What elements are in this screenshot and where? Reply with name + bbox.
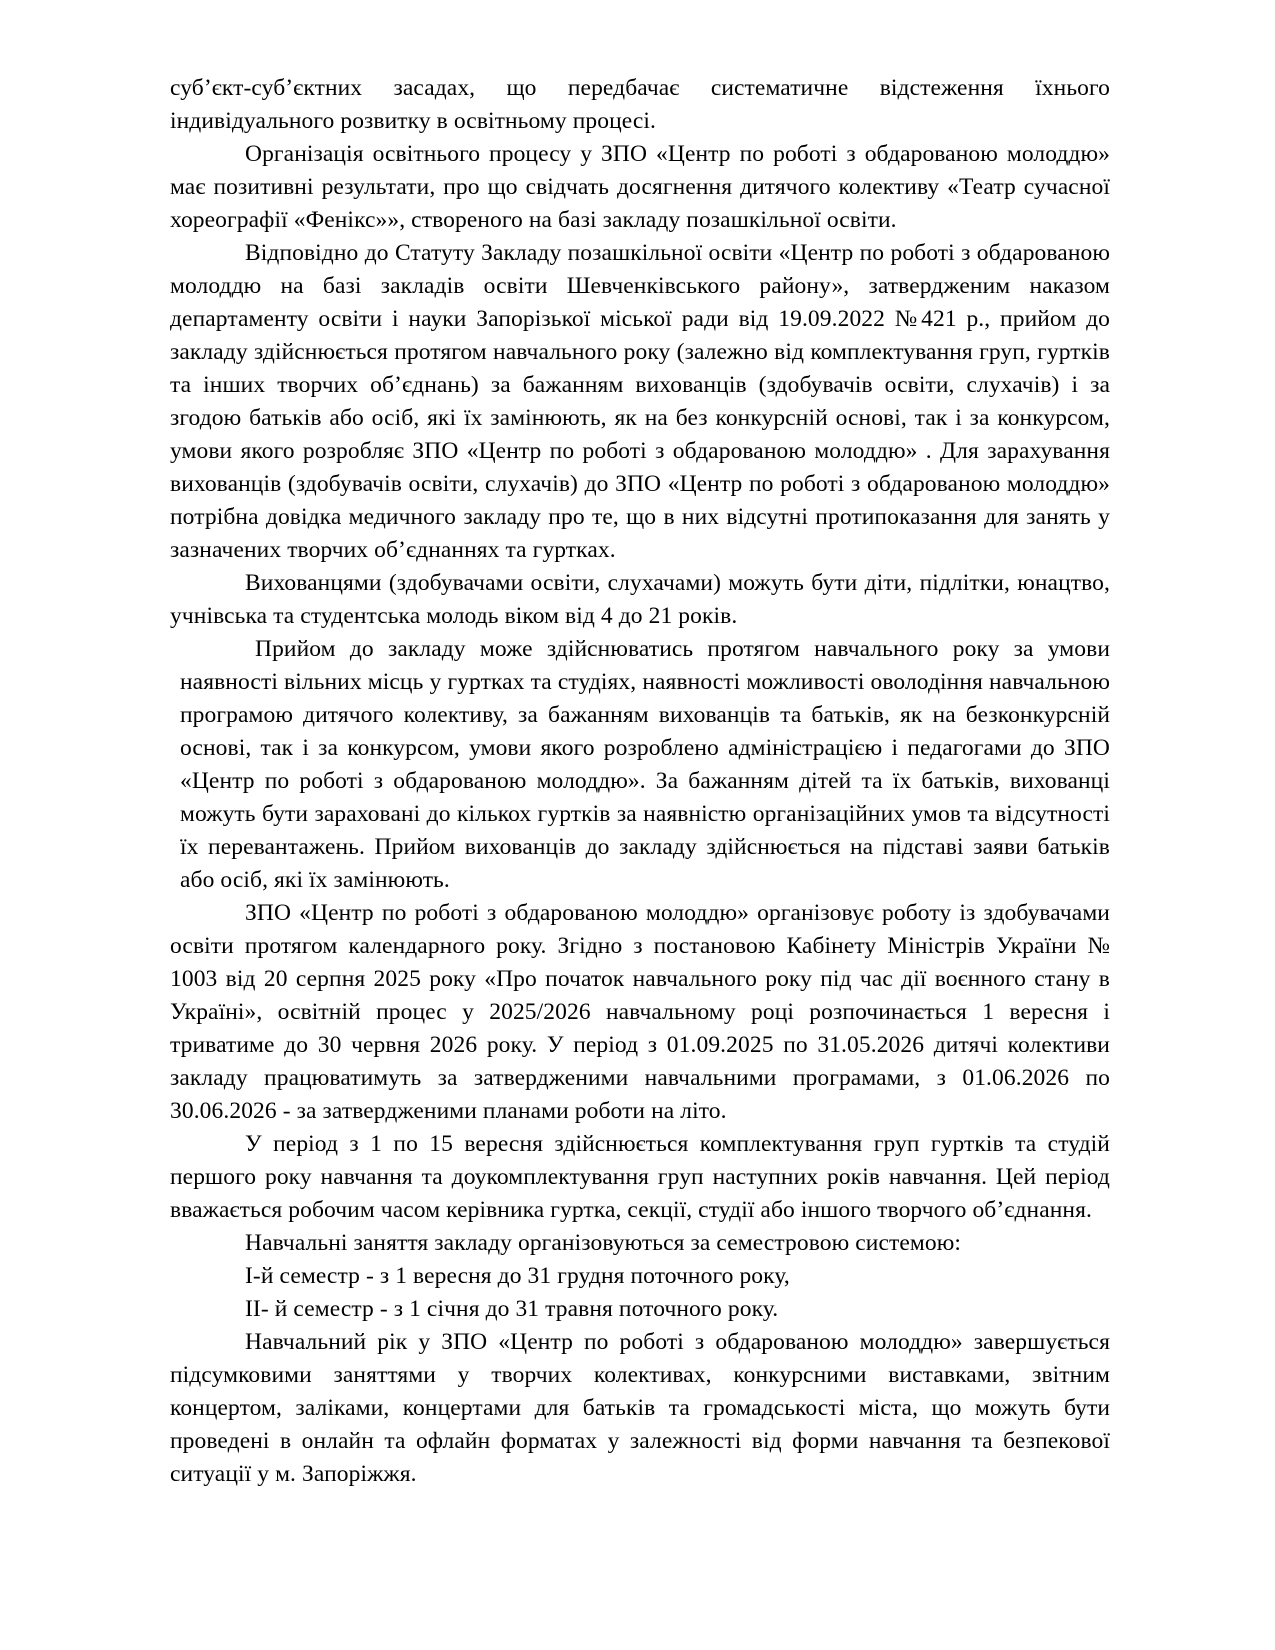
document-text-block bbox=[170, 72, 1110, 1491]
paragraph-group-staffing-period: У період з 1 по 15 вересня здійснюється комплектування груп гуртків та студій першого року навчання та доукомплектування груп наступних років навчання. Цей період вважається робочим часом керівника гуртка, секції, студії або іншого творчого об’єднання. bbox=[170, 1131, 1110, 1223]
paragraph-organization-results: Організація освітнього процесу у ЗПО «Центр по роботі з обдарованою молоддю» має позитивні результати, про що свідчать досягнення дитячого колективу «Театр сучасної хореографії «Фенікс»», створеного на базі закладу позашкільної освіти. bbox=[170, 141, 1110, 233]
paragraph-first-semester: І-й семестр - з 1 вересня до 31 грудня поточного року, bbox=[245, 1263, 790, 1289]
paragraph-statute-admission: Відповідно до Статуту Закладу позашкільної освіти «Центр по роботі з обдарованою молоддю на базі закладів освіти Шевченківського району», затвердженим наказом департаменту освіти і науки Запорізької міської ради від 19.09.2022 №421 р., прийом до закладу здійснюється протягом навчального року (залежно від комплектування груп, гуртків та інших творчих об’єднань) за бажанням вихованців (здобувачів освіти, слухачів) і за згодою батьків або осіб, які їх замінюють, як на без конкурсній основі, так і за конкурсом, умови якого розробляє ЗПО «Центр по роботі з обдарованою молоддю» . Для зарахування вихованців (здобувачів освіти, слухачів) до ЗПО «Центр по роботі з обдарованою молоддю» потрібна довідка медичного закладу про те, що в них відсутні протипоказання для занять у зазначених творчих об’єднаннях та гуртках. bbox=[170, 240, 1110, 563]
paragraph-second-semester: ІІ- й семестр - з 1 січня до 31 травня поточного року. bbox=[245, 1296, 779, 1322]
paragraph-semester-system: Навчальні заняття закладу організовуються за семестровою системою: bbox=[245, 1230, 961, 1256]
paragraph-year-end-events: Навчальний рік у ЗПО «Центр по роботі з обдарованою молоддю» завершується підсумковими заняттями у творчих колективах, конкурсними виставками, звітним концертом, заліками, концертами для батьків та громадськості міста, що можуть бути проведені в онлайн та офлайн форматах у залежності від форми навчання та безпекової ситуації у м. Запоріжжя. bbox=[170, 1329, 1110, 1487]
paragraph-school-year-dates: ЗПО «Центр по роботі з обдарованою молоддю» організовує роботу із здобувачами освіти протягом календарного року. Згідно з постановою Кабінету Міністрів України № 1003 від 20 серпня 2025 року «Про початок навчального року під час дії воєнного стану в Україні», освітній процес у 2025/2026 навчальному році розпочинається 1 вересня і триватиме до 30 червня 2026 року. У період з 01.09.2025 по 31.05.2026 дитячі колективи закладу працюватимуть за затвердженими навчальними програмами, з 01.06.2026 по 30.06.2026 - за затвердженими планами роботи на літо. bbox=[170, 900, 1110, 1124]
paragraph-continuation: суб’єкт-суб’єктних засадах, що передбачає систематичне відстеження їхнього індивідуального розвитку в освітньому процесі. bbox=[170, 75, 1110, 134]
paragraph-students-age: Вихованцями (здобувачами освіти, слухачами) можуть бути діти, підлітки, юнацтво, учнівська та студентська молодь віком від 4 до 21 років. bbox=[170, 570, 1110, 629]
paragraph-admission-conditions: Прийом до закладу може здійснюватись протягом навчального року за умови наявності вільних місць у гуртках та студіях, наявності можливості оволодіння навчальною програмою дитячого колективу, за бажанням вихованців та батьків, як на безконкурсній основі, так і за конкурсом, умови якого розроблено адміністрацією і педагогами до ЗПО «Центр по роботі з обдарованою молоддю». За бажанням дітей та їх батьків, вихованці можуть бути зараховані до кількох гуртків за наявністю організаційних умов та відсутності їх перевантажень. Прийом вихованців до закладу здійснюється на підставі заяви батьків або осіб, які їх замінюють. bbox=[180, 636, 1110, 893]
